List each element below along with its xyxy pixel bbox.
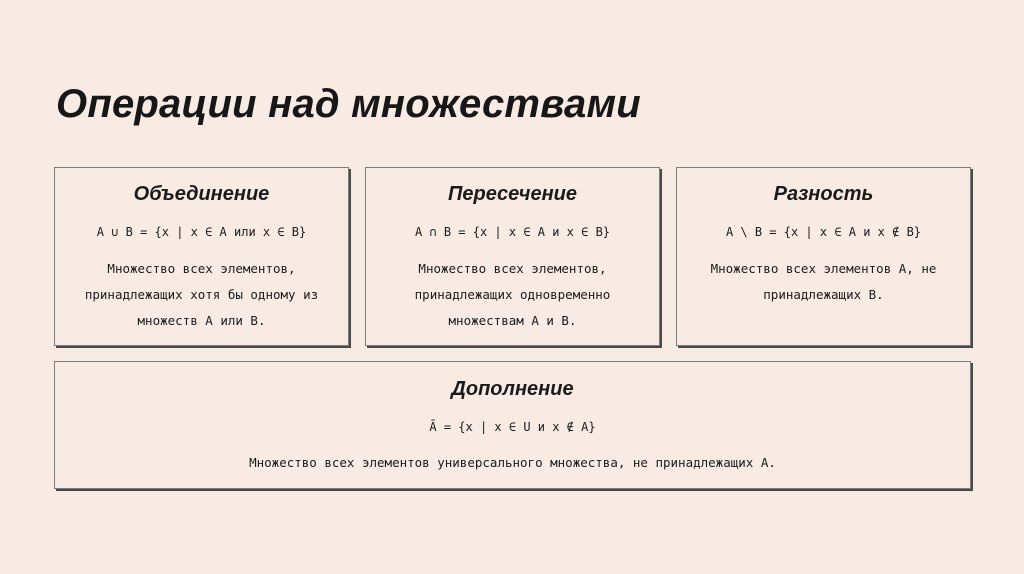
intersection-card xyxy=(365,167,660,346)
difference-description xyxy=(687,256,960,308)
difference-card xyxy=(676,167,971,346)
difference-description-line: Множество всех элементов A, не xyxy=(710,261,937,276)
difference-card-title: Разность xyxy=(773,183,874,205)
complement-formula: Ā = {x | x ∈ U и x ∉ A} xyxy=(429,420,596,434)
union-description-line: множеств A или B. xyxy=(137,313,266,328)
union-description xyxy=(65,256,338,334)
complement-description xyxy=(65,450,960,476)
page-title: Операции над множествами xyxy=(56,82,641,126)
intersection-description-line: принадлежащих одновременно xyxy=(414,287,611,302)
intersection-description xyxy=(376,256,649,334)
intersection-card-title: Пересечение xyxy=(447,183,578,205)
union-formula: A ∪ B = {x | x ∈ A или x ∈ B} xyxy=(96,225,307,239)
complement-card xyxy=(54,361,971,489)
complement-description-line: Множество всех элементов универсального множества, не принадлежащих A. xyxy=(249,455,776,470)
intersection-description-line: множествам A и B. xyxy=(448,313,577,328)
union-card xyxy=(54,167,349,346)
union-description-line: принадлежащих хотя бы одному из xyxy=(84,287,319,302)
union-description-line: Множество всех элементов, xyxy=(107,261,296,276)
intersection-description-line: Множество всех элементов, xyxy=(418,261,607,276)
difference-formula: A \ B = {x | x ∈ A и x ∉ B} xyxy=(725,225,922,239)
difference-description-line: принадлежащих B. xyxy=(763,287,884,302)
intersection-formula: A ∩ B = {x | x ∈ A и x ∈ B} xyxy=(414,225,611,239)
union-card-title: Объединение xyxy=(133,183,270,205)
complement-card-title: Дополнение xyxy=(451,378,574,400)
